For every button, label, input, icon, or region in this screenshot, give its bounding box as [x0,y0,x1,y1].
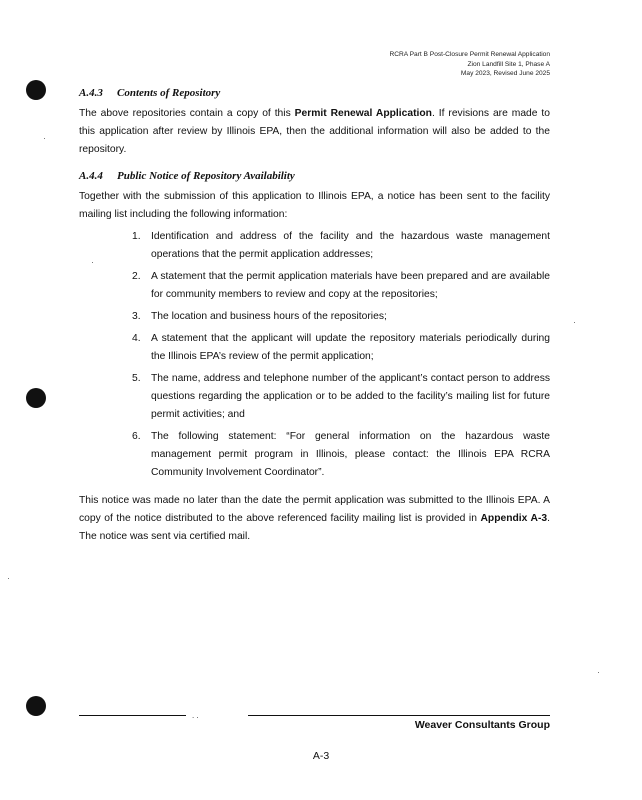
list-item-number: 4. [132,333,141,344]
list-item [132,228,550,264]
header-line-date: May 2023, Revised June 2025 [460,70,550,77]
list-item-number: 2. [132,271,141,282]
section-title: Public Notice of Repository Availability [117,170,295,182]
section-title: Contents of Repository [117,87,221,99]
binder-hole-top [26,80,46,100]
footer-rule-left [79,715,186,716]
text-run: . The notice was sent via certified mail. [79,513,550,542]
scan-speck [44,138,45,139]
list-item-text: A statement that the applicant will update the repository materials periodically during the Illinois EPA’s review of the permit application; [151,333,550,362]
bold-term: Permit Renewal Application [294,108,432,119]
list-item-number: 6. [132,431,141,442]
document-header [389,50,550,79]
contents-paragraph [79,105,550,159]
list-item [132,268,550,304]
list-item-text: Identification and address of the facility and the hazardous waste management operations that the permit application addresses; [151,231,550,260]
list-item [132,308,550,326]
list-item [132,428,550,482]
binder-hole-middle [26,388,46,408]
section-number: A.4.3 [79,87,103,99]
list-item [132,330,550,366]
text-run: This notice was made no later than the date the permit application was submitted to the Illinois EPA. A copy of the notice distributed to the above referenced facility mailing list is provided in [79,495,550,524]
section-number: A.4.4 [79,170,103,182]
appendix-reference: Appendix A-3 [480,513,548,524]
section-heading-contents-of-repository [79,84,550,102]
list-item-number: 3. [132,311,141,322]
binder-hole-bottom [26,696,46,716]
list-item-number: 5. [132,373,141,384]
header-line-title: RCRA Part B Post-Closure Permit Renewal Application [389,51,550,58]
footer-dots: . . [192,711,199,720]
notice-intro-paragraph: Together with the submission of this application to Illinois EPA, a notice has been sent to the facility mailing list including the following information: [79,191,550,220]
notice-information-list [79,228,550,482]
section-heading-public-notice [79,167,550,185]
text-run: . If revisions are made to this application after review by Illinois EPA, then the additional information will also be added to the repository. [79,108,550,155]
header-line-site: Zion Landfill Site 1, Phase A [467,60,550,68]
scan-speck [598,672,599,673]
scan-speck [8,578,9,579]
list-item [132,370,550,424]
list-item-text: The following statement: “For general information on the hazardous waste management permit program in Illinois, please contact: the Illinois EPA RCRA Community Involvement Coordinator”. [151,431,550,478]
list-item-text: The name, address and telephone number of the applicant’s contact person to address questions regarding the application or to be added to the facility’s mailing list for future permit activities; and [151,373,550,420]
notice-closing-paragraph [79,492,550,546]
list-item-text: A statement that the permit application materials have been prepared and are available for community members to review and copy at the repositories; [151,271,550,300]
company-name: Weaver Consultants Group [414,719,550,731]
page-content [79,84,550,546]
footer-rule-right [248,715,550,716]
scan-speck [574,322,575,323]
text-run: The above repositories contain a copy of this [79,108,295,119]
page-number: A-3 [312,750,330,762]
list-item-text: The location and business hours of the repositories; [151,311,387,322]
list-item-number: 1. [132,231,141,242]
